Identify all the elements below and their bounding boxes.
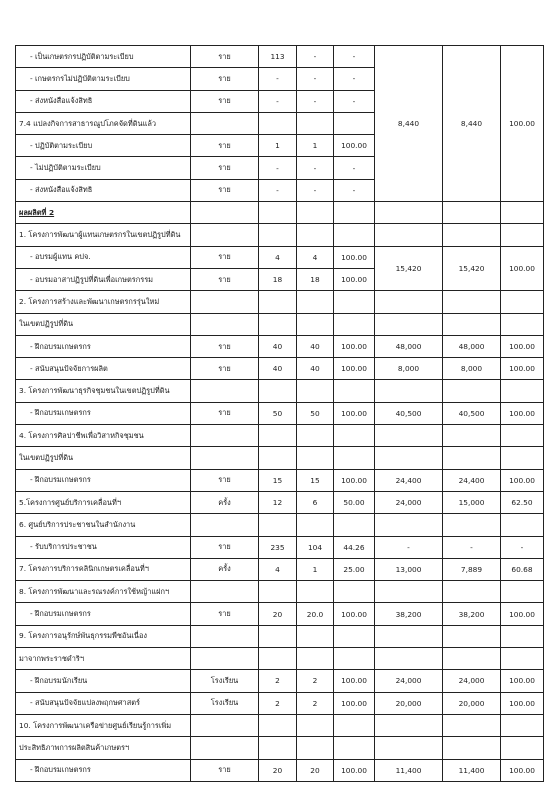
- target-cell: 2: [259, 670, 297, 692]
- table-row: [16, 692, 544, 714]
- budget-spent-cell: 11,400: [443, 759, 501, 781]
- table-row: [16, 603, 544, 625]
- budget-spent-cell: 24,000: [443, 670, 501, 692]
- budget-spent-cell: 20,000: [443, 692, 501, 714]
- percent-cell: [334, 380, 375, 402]
- percent-cell: -: [334, 90, 375, 112]
- percent-cell: [334, 291, 375, 313]
- budget-spent-cell: -: [443, 536, 501, 558]
- budget-percent-cell: [501, 625, 544, 647]
- row-label: ในเขตปฏิรูปที่ดิน: [16, 313, 191, 335]
- table-row: [16, 536, 544, 558]
- budget-allocated-cell: 8,440: [375, 46, 443, 202]
- row-label: - สนับสนุนปัจจัยแปลงพฤกษศาสตร์: [16, 692, 191, 714]
- percent-cell: [334, 313, 375, 335]
- budget-allocated-cell: [375, 714, 443, 736]
- row-label: ประสิทธิภาพการผลิตสินค้าเกษตรฯ: [16, 737, 191, 759]
- unit-cell: ราย: [191, 135, 259, 157]
- percent-cell: 25.00: [334, 558, 375, 580]
- budget-percent-cell: 100.00: [501, 603, 544, 625]
- budget-percent-cell: [501, 581, 544, 603]
- budget-spent-cell: 15,420: [443, 246, 501, 291]
- budget-allocated-cell: [375, 380, 443, 402]
- table-row: [16, 714, 544, 736]
- row-label: - อบรมผู้แทน คปจ.: [16, 246, 191, 268]
- result-cell: [297, 648, 334, 670]
- target-cell: 4: [259, 246, 297, 268]
- result-cell: 4: [297, 246, 334, 268]
- row-label: 6. ศูนย์บริการประชาชนในสำนักงาน: [16, 514, 191, 536]
- unit-cell: [191, 291, 259, 313]
- budget-percent-cell: 60.68: [501, 558, 544, 580]
- budget-percent-cell: [501, 648, 544, 670]
- percent-cell: [334, 581, 375, 603]
- unit-cell: ครั้ง: [191, 491, 259, 513]
- percent-cell: [334, 714, 375, 736]
- budget-percent-cell: 100.00: [501, 358, 544, 380]
- target-cell: 235: [259, 536, 297, 558]
- budget-spent-cell: [443, 581, 501, 603]
- budget-percent-cell: 100.00: [501, 46, 544, 202]
- budget-spent-cell: [443, 714, 501, 736]
- target-cell: 113: [259, 46, 297, 68]
- result-cell: [297, 447, 334, 469]
- unit-cell: [191, 625, 259, 647]
- budget-allocated-cell: 40,500: [375, 402, 443, 424]
- row-label: - ฝึกอบรมเกษตรกร: [16, 759, 191, 781]
- unit-cell: ราย: [191, 68, 259, 90]
- table-row: [16, 648, 544, 670]
- unit-cell: ราย: [191, 179, 259, 201]
- result-cell: -: [297, 46, 334, 68]
- percent-cell: -: [334, 46, 375, 68]
- unit-cell: [191, 581, 259, 603]
- table-row: [16, 625, 544, 647]
- result-cell: -: [297, 68, 334, 90]
- target-cell: [259, 625, 297, 647]
- budget-spent-cell: [443, 648, 501, 670]
- budget-allocated-cell: [375, 425, 443, 447]
- target-cell: 50: [259, 402, 297, 424]
- table-row: [16, 380, 544, 402]
- target-cell: [259, 714, 297, 736]
- table-row: [16, 670, 544, 692]
- unit-cell: [191, 112, 259, 134]
- budget-allocated-cell: 24,000: [375, 491, 443, 513]
- result-cell: [297, 313, 334, 335]
- result-cell: [297, 581, 334, 603]
- unit-cell: ราย: [191, 603, 259, 625]
- result-cell: [297, 291, 334, 313]
- unit-cell: โรงเรียน: [191, 692, 259, 714]
- percent-cell: 100.00: [334, 402, 375, 424]
- target-cell: 20: [259, 759, 297, 781]
- budget-allocated-cell: 38,200: [375, 603, 443, 625]
- row-label: - เป็นเกษตรกรปฏิบัติตามระเบียบ: [16, 46, 191, 68]
- result-cell: [297, 112, 334, 134]
- row-label: - ปฏิบัติตามระเบียบ: [16, 135, 191, 157]
- budget-allocated-cell: [375, 648, 443, 670]
- row-label: - ส่งหนังสือแจ้งสิทธิ: [16, 90, 191, 112]
- row-label: - ส่งหนังสือแจ้งสิทธิ: [16, 179, 191, 201]
- target-cell: [259, 514, 297, 536]
- target-cell: -: [259, 90, 297, 112]
- budget-allocated-cell: [375, 581, 443, 603]
- unit-cell: ราย: [191, 402, 259, 424]
- target-cell: 20: [259, 603, 297, 625]
- budget-percent-cell: [501, 313, 544, 335]
- target-cell: [259, 380, 297, 402]
- budget-percent-cell: [501, 380, 544, 402]
- table-row: [16, 46, 544, 68]
- unit-cell: โรงเรียน: [191, 670, 259, 692]
- row-label: ในเขตปฏิรูปที่ดิน: [16, 447, 191, 469]
- percent-cell: 100.00: [334, 759, 375, 781]
- percent-cell: 100.00: [334, 603, 375, 625]
- percent-cell: 100.00: [334, 469, 375, 491]
- row-label: 7.4 แปลงกิจการสาธารณูปโภคจัดที่ดินแล้ว: [16, 112, 191, 134]
- row-label: - ฝึกอบรมเกษตรกร: [16, 335, 191, 357]
- result-cell: 20: [297, 759, 334, 781]
- percent-cell: 100.00: [334, 670, 375, 692]
- target-cell: [259, 447, 297, 469]
- budget-allocated-cell: [375, 447, 443, 469]
- target-cell: [259, 313, 297, 335]
- unit-cell: [191, 425, 259, 447]
- budget-allocated-cell: 11,400: [375, 759, 443, 781]
- percent-cell: 50.00: [334, 491, 375, 513]
- target-cell: 18: [259, 268, 297, 290]
- budget-spent-cell: 8,000: [443, 358, 501, 380]
- target-cell: 40: [259, 358, 297, 380]
- percent-cell: 100.00: [334, 335, 375, 357]
- row-label: - ฝึกอบรมเกษตรกร: [16, 469, 191, 491]
- row-label: 1. โครงการพัฒนาผู้แทนเกษตรกรในเขตปฏิรูปที่ดิน: [16, 224, 191, 246]
- table-row: [16, 581, 544, 603]
- percent-cell: [334, 648, 375, 670]
- budget-spent-cell: 7,889: [443, 558, 501, 580]
- unit-cell: [191, 380, 259, 402]
- target-cell: [259, 737, 297, 759]
- budget-percent-cell: 100.00: [501, 759, 544, 781]
- result-cell: -: [297, 90, 334, 112]
- result-cell: 20.0: [297, 603, 334, 625]
- unit-cell: ราย: [191, 358, 259, 380]
- row-label: 5.โครงการศูนย์บริการเคลื่อนที่ฯ: [16, 491, 191, 513]
- percent-cell: [334, 447, 375, 469]
- table-row: [16, 491, 544, 513]
- percent-cell: 100.00: [334, 268, 375, 290]
- row-label: 7. โครงการบริการคลินิกเกษตรเคลื่อนที่ฯ: [16, 558, 191, 580]
- table-row: [16, 558, 544, 580]
- unit-cell: [191, 514, 259, 536]
- table-row: [16, 737, 544, 759]
- budget-allocated-cell: 24,400: [375, 469, 443, 491]
- result-cell: 104: [297, 536, 334, 558]
- table-row: [16, 224, 544, 246]
- result-cell: [297, 380, 334, 402]
- result-cell: [297, 737, 334, 759]
- row-label: - ฝึกอบรมเกษตรกร: [16, 603, 191, 625]
- table-row: [16, 469, 544, 491]
- budget-percent-cell: 100.00: [501, 246, 544, 291]
- result-cell: 2: [297, 692, 334, 714]
- result-cell: 40: [297, 358, 334, 380]
- budget-allocated-cell: [375, 291, 443, 313]
- percent-cell: -: [334, 68, 375, 90]
- result-cell: 50: [297, 402, 334, 424]
- budget-spent-cell: [443, 380, 501, 402]
- unit-cell: ราย: [191, 469, 259, 491]
- result-cell: -: [297, 157, 334, 179]
- target-cell: 12: [259, 491, 297, 513]
- table-row: [16, 402, 544, 424]
- budget-spent-cell: 40,500: [443, 402, 501, 424]
- target-cell: [259, 291, 297, 313]
- target-cell: 2: [259, 692, 297, 714]
- budget-percent-cell: [501, 447, 544, 469]
- unit-cell: ราย: [191, 268, 259, 290]
- budget-spent-cell: 8,440: [443, 46, 501, 202]
- row-label: - ไม่ปฏิบัติตามระเบียบ: [16, 157, 191, 179]
- row-label: 8. โครงการพัฒนาและรณรงค์การใช้หญ้าแฝกฯ: [16, 581, 191, 603]
- unit-cell: ราย: [191, 90, 259, 112]
- row-label: - อบรมอาสาปฏิรูปที่ดินเพื่อเกษตรกรรม: [16, 268, 191, 290]
- target-cell: 40: [259, 335, 297, 357]
- percent-cell: [334, 625, 375, 647]
- result-cell: 15: [297, 469, 334, 491]
- table-row: [16, 313, 544, 335]
- table-row: [16, 425, 544, 447]
- percent-cell: 100.00: [334, 135, 375, 157]
- percent-cell: 100.00: [334, 246, 375, 268]
- table-row: [16, 291, 544, 313]
- target-cell: [259, 112, 297, 134]
- result-cell: 40: [297, 335, 334, 357]
- budget-spent-cell: 48,000: [443, 335, 501, 357]
- budget-percent-cell: [501, 425, 544, 447]
- percent-cell: -: [334, 179, 375, 201]
- result-cell: [297, 714, 334, 736]
- unit-cell: ราย: [191, 157, 259, 179]
- budget-percent-cell: [501, 714, 544, 736]
- budget-percent-cell: 62.50: [501, 491, 544, 513]
- table-row: [16, 202, 544, 224]
- budget-spent-cell: [443, 313, 501, 335]
- percent-cell: -: [334, 157, 375, 179]
- budget-percent-cell: [501, 737, 544, 759]
- percent-cell: [334, 737, 375, 759]
- percent-cell: 100.00: [334, 358, 375, 380]
- result-cell: 6: [297, 491, 334, 513]
- budget-percent-cell: 100.00: [501, 402, 544, 424]
- result-cell: [297, 425, 334, 447]
- target-cell: -: [259, 68, 297, 90]
- budget-allocated-cell: 48,000: [375, 335, 443, 357]
- target-cell: [259, 425, 297, 447]
- result-cell: [297, 514, 334, 536]
- target-cell: -: [259, 179, 297, 201]
- budget-allocated-cell: 8,000: [375, 358, 443, 380]
- percent-cell: 44.26: [334, 536, 375, 558]
- budget-spent-cell: 24,400: [443, 469, 501, 491]
- budget-percent-cell: 100.00: [501, 670, 544, 692]
- budget-percent-cell: 100.00: [501, 335, 544, 357]
- unit-cell: [191, 447, 259, 469]
- row-label: - ฝึกอบรมนักเรียน: [16, 670, 191, 692]
- budget-spent-cell: [443, 425, 501, 447]
- budget-allocated-cell: 20,000: [375, 692, 443, 714]
- budget-allocated-cell: -: [375, 536, 443, 558]
- budget-allocated-cell: [375, 625, 443, 647]
- target-cell: 15: [259, 469, 297, 491]
- result-cell: [297, 625, 334, 647]
- budget-percent-cell: -: [501, 536, 544, 558]
- percent-cell: [334, 112, 375, 134]
- result-cell: -: [297, 179, 334, 201]
- report-table: [15, 45, 544, 782]
- result-cell: 2: [297, 670, 334, 692]
- percent-cell: [334, 425, 375, 447]
- table-row: [16, 246, 544, 268]
- target-cell: -: [259, 157, 297, 179]
- row-label: 4. โครงการศิลปาชีพเพื่อวิสาหกิจชุมชน: [16, 425, 191, 447]
- budget-allocated-cell: [375, 313, 443, 335]
- budget-spent-cell: [443, 625, 501, 647]
- unit-cell: [191, 648, 259, 670]
- budget-spent-cell: [443, 447, 501, 469]
- unit-cell: ราย: [191, 46, 259, 68]
- percent-cell: 100.00: [334, 692, 375, 714]
- unit-cell: ครั้ง: [191, 558, 259, 580]
- budget-allocated-cell: [375, 514, 443, 536]
- target-cell: [259, 648, 297, 670]
- budget-percent-cell: [501, 291, 544, 313]
- result-cell: 1: [297, 558, 334, 580]
- budget-percent-cell: 100.00: [501, 692, 544, 714]
- section-heading: ผลผลิตที่ 2: [16, 202, 191, 224]
- result-cell: 18: [297, 268, 334, 290]
- target-cell: [259, 581, 297, 603]
- row-label: มาจากพระราชดำริฯ: [16, 648, 191, 670]
- unit-cell: [191, 714, 259, 736]
- row-label: 10. โครงการพัฒนาเครือข่ายศูนย์เรียนรู้การเพิ่ม: [16, 714, 191, 736]
- result-cell: 1: [297, 135, 334, 157]
- row-label: - สนับสนุนปัจจัยการผลิต: [16, 358, 191, 380]
- budget-allocated-cell: 13,000: [375, 558, 443, 580]
- unit-cell: [191, 313, 259, 335]
- table-row: [16, 335, 544, 357]
- table-row: [16, 447, 544, 469]
- row-label: 3. โครงการพัฒนาธุรกิจชุมชนในเขตปฏิรูปที่ดิน: [16, 380, 191, 402]
- unit-cell: [191, 737, 259, 759]
- budget-spent-cell: [443, 737, 501, 759]
- budget-spent-cell: [443, 291, 501, 313]
- table-row: [16, 514, 544, 536]
- budget-spent-cell: 38,200: [443, 603, 501, 625]
- row-label: 2. โครงการสร้างและพัฒนาเกษตรกรรุ่นใหม่: [16, 291, 191, 313]
- target-cell: 1: [259, 135, 297, 157]
- budget-allocated-cell: 15,420: [375, 246, 443, 291]
- row-label: - เกษตรกรไม่ปฏิบัติตามระเบียบ: [16, 68, 191, 90]
- budget-percent-cell: 100.00: [501, 469, 544, 491]
- target-cell: 4: [259, 558, 297, 580]
- unit-cell: ราย: [191, 759, 259, 781]
- row-label: 9. โครงการอนุรักษ์พันธุกรรมพืชอันเนื่อง: [16, 625, 191, 647]
- percent-cell: [334, 514, 375, 536]
- budget-spent-cell: 15,000: [443, 491, 501, 513]
- row-label: - รับบริการประชาชน: [16, 536, 191, 558]
- budget-spent-cell: [443, 514, 501, 536]
- budget-allocated-cell: [375, 737, 443, 759]
- unit-cell: ราย: [191, 246, 259, 268]
- row-label: - ฝึกอบรมเกษตรกร: [16, 402, 191, 424]
- unit-cell: ราย: [191, 335, 259, 357]
- budget-percent-cell: [501, 514, 544, 536]
- table-row: [16, 759, 544, 781]
- unit-cell: ราย: [191, 536, 259, 558]
- budget-allocated-cell: 24,000: [375, 670, 443, 692]
- table-row: [16, 358, 544, 380]
